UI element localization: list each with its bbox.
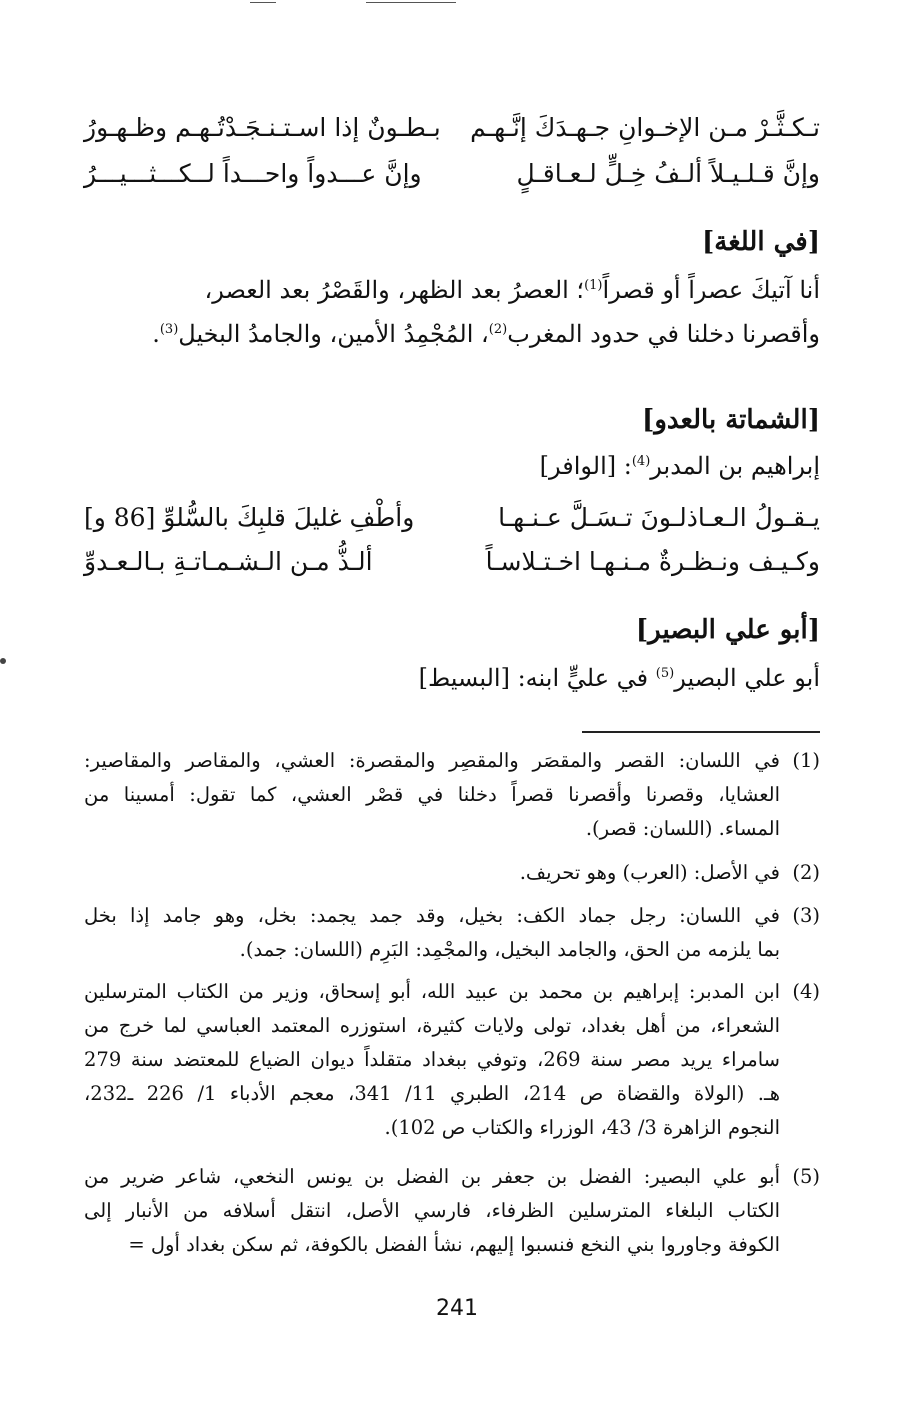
verse-line (84, 108, 820, 148)
footnote-line: في اللسان: رجل جماد الكف: بخيل، وقد جمد يجمد: بخل، وهو جامد إذا بخل (84, 904, 780, 927)
footnote-ref: (1) (584, 278, 603, 293)
header-rule-left (250, 2, 276, 3)
footnote-number: (1) (792, 749, 820, 772)
verse-second-hemistich: وإنَّ عـــدواً واحـــداً لــكـــثـــيـــرُ (84, 159, 422, 188)
text: ؛ العصرُ بعد الظهر، والقَصْرُ بعد العصر، (204, 276, 585, 304)
paragraph-line (84, 270, 820, 310)
footnote-line: النجوم الزاهرة 3/ 43، الوزراء والكتاب ص 102). (384, 1116, 780, 1139)
meter-label: : [الوافر] (539, 452, 632, 480)
footnote-number: (4) (792, 980, 820, 1003)
footnote-ref: (2) (488, 322, 508, 337)
footnote-line: الكوفة وجاوروا بني النخع فنسبوا إليهم، نشأ الفضل بالكوفة، ثم سكن بغداد أول = (128, 1233, 780, 1256)
meter-label: في عليٍّ ابنه: [البسيط] (418, 664, 656, 692)
verse-first-hemistich: وكـيـف ونـظـرةٌ مـنـهـا اخـتـلاسـاً (485, 547, 820, 576)
footnote (84, 856, 820, 890)
verse-first-hemistich: يـقـولُ الـعـاذلـونَ تـسَـلَّ عـنـهـا (498, 503, 820, 532)
footnote-line: في الأصل: (العرب) وهو تحريف. (519, 861, 780, 884)
poet-intro (84, 446, 820, 486)
margin-dot (0, 658, 6, 664)
text: أنا آتيكَ عصراً أو قصراً (602, 276, 820, 304)
header-rule-right (366, 2, 456, 3)
footnote (84, 1160, 820, 1262)
verse-second-hemistich: وأطْفِ غليلَ قلبِكَ بالسُّلوِّ [86 و] (84, 503, 415, 532)
verse-first-hemistich: وإنَّ قـلـيـلاً ألـفُ خِـلٍّ لـعـاقـلٍ (516, 159, 820, 188)
footnote-ref: (3) (159, 322, 179, 337)
section-heading-gloating: [الشماتة بالعدو] (642, 405, 820, 435)
section-heading-abu-ali: [أبو علي البصير] (635, 615, 820, 645)
poet-name: أبو علي البصير (674, 664, 820, 692)
footnote-line: أبو علي البصير: الفضل بن جعفر بن الفضل بن يونس النخعي، شاعر ضرير من (84, 1165, 780, 1188)
footnote-line: في اللسان: القصر والمقصَر والمقصِر والمقصرة: العشي، والمقاصر والمقاصير: (84, 749, 780, 772)
footnote-line: الكتاب البلغاء المترسلين الظرفاء، فارسي الأصل، انتقل أسلافه من الأنبار إلى (84, 1199, 780, 1222)
verse-first-hemistich: تـكـثَّـرْ مـن الإخـوانِ جـهـدَكَ إنَّـهـم (470, 113, 820, 142)
verse-line (84, 154, 820, 194)
page-number: 241 (436, 1296, 478, 1321)
verse-line (84, 542, 820, 582)
section-heading-language: [في اللغة] (702, 227, 820, 257)
poet-name: إبراهيم بن المدبر (650, 452, 820, 480)
footnote-line: ابن المدبر: إبراهيم بن محمد بن عبيد الله، أبو إسحاق، وزير من الكتاب المترسلين (84, 980, 780, 1003)
footnote-number: (3) (792, 904, 820, 927)
footnote-line: العشايا، وقصرنا وأقصرنا قصراً دخلنا في قصْر العشي، كما تقول: أمسينا من (84, 783, 780, 806)
footnote (84, 744, 820, 846)
footnote-number: (2) (792, 861, 820, 884)
footnote-ref: (5) (655, 666, 675, 681)
footnote-separator (582, 731, 820, 733)
poet-intro (84, 658, 820, 698)
text: . (152, 320, 160, 348)
footnote-line: الشعراء، من أهل بغداد، تولى ولايات كثيرة، استوزره المعتمد العباسي لما خرج من (84, 1014, 780, 1037)
verse-line (84, 498, 820, 538)
text: وأقصرنا دخلنا في حدود المغرب (507, 320, 820, 348)
footnote-number: (5) (792, 1165, 820, 1188)
footnote-line: المساء. (اللسان: قصر). (585, 817, 780, 840)
footnote-line: بما يلزمه من الحق، والجامد البخيل، والمجْمِد: البَرِم (اللسان: جمد). (239, 938, 780, 961)
text: ، المُجْمِدُ الأمين، والجامدُ البخيل (178, 320, 489, 348)
footnote-line: سامراء يريد مصر سنة 269، وتوفي ببغداد متقلداً ديوان الضياع للمعتضد سنة 279 (84, 1048, 781, 1071)
footnote (84, 975, 820, 1145)
footnote (84, 899, 820, 967)
verse-second-hemistich: ألـذُّ مـن الـشـمـاتـةِ بـالـعـدوِّ (84, 547, 373, 576)
paragraph-line (84, 314, 820, 354)
verse-second-hemistich: بـطـونٌ إذا اسـتـنـجَـدْتُـهـم وظـهـورُ (84, 113, 441, 142)
footnote-line: هـ. (الولاة والقضاة ص 214، الطبري 11/ 341، معجم الأدباء 1/ 226 ـ232، (84, 1082, 780, 1105)
footnote-ref: (4) (631, 454, 651, 469)
